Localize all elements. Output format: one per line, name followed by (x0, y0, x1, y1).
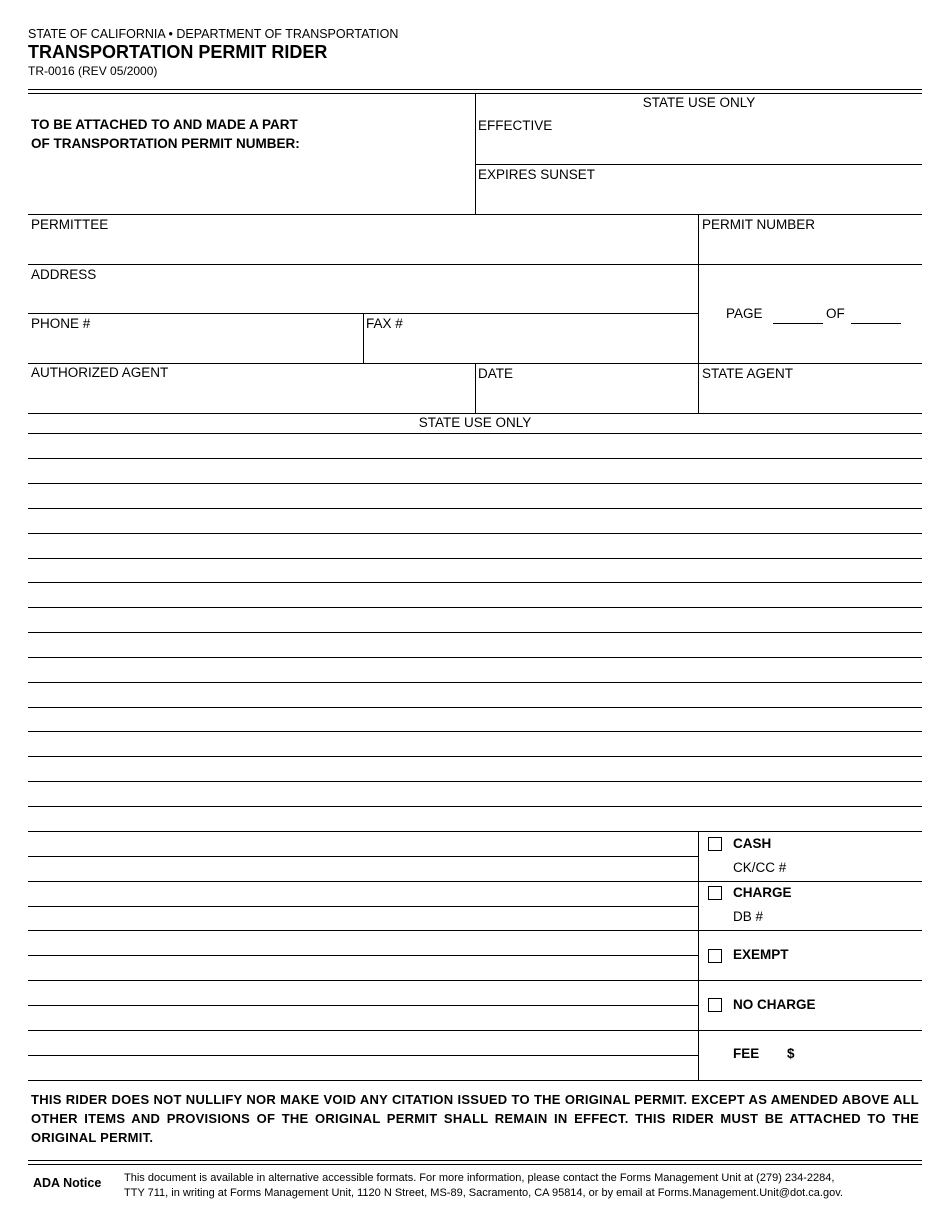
attach-text-line2: OF TRANSPORTATION PERMIT NUMBER: (31, 136, 300, 151)
fax-label: FAX # (366, 316, 403, 331)
fee-label: FEE (733, 1046, 760, 1061)
expires-sunset-label: EXPIRES SUNSET (478, 167, 596, 182)
address-field[interactable] (29, 284, 697, 312)
authorized-agent-label: AUTHORIZED AGENT (31, 365, 169, 380)
date-field[interactable] (477, 383, 697, 412)
expires-sunset-field[interactable] (476, 185, 922, 213)
effective-field[interactable] (476, 136, 922, 163)
effective-label: EFFECTIVE (478, 118, 553, 133)
exempt-label: EXEMPT (733, 947, 789, 962)
permittee-field[interactable] (29, 234, 697, 263)
cash-checkbox[interactable] (708, 837, 722, 851)
no-charge-label: NO CHARGE (733, 997, 816, 1012)
state-use-only-banner: STATE USE ONLY (418, 415, 532, 430)
state-use-only-text-area[interactable] (28, 434, 922, 830)
permit-number-field[interactable] (700, 234, 922, 263)
payment-divider (698, 831, 699, 1080)
of-label: OF (826, 306, 845, 321)
state-agent-field[interactable] (700, 383, 922, 412)
agent-date-divider (475, 363, 476, 413)
no-charge-checkbox[interactable] (708, 998, 722, 1012)
charge-checkbox[interactable] (708, 886, 722, 900)
db-field[interactable] (770, 907, 920, 927)
form-title: TRANSPORTATION PERMIT RIDER (28, 42, 328, 62)
permit-number-label: PERMIT NUMBER (702, 217, 816, 232)
ada-notice-label: ADA Notice (33, 1176, 102, 1190)
fee-field[interactable] (800, 1042, 920, 1066)
authorized-agent-field[interactable] (29, 382, 474, 412)
page-field[interactable] (773, 309, 823, 324)
state-use-only-top: STATE USE ONLY (642, 95, 756, 110)
section-rule (28, 214, 922, 215)
db-label: DB # (733, 909, 764, 924)
payment-rule (698, 881, 922, 882)
agency-name: STATE OF CALIFORNIA • DEPARTMENT OF TRANSPORTATION (28, 27, 399, 41)
exempt-checkbox[interactable] (708, 949, 722, 963)
page-label: PAGE (726, 306, 763, 321)
cash-label: CASH (733, 836, 772, 851)
effective-rule (475, 164, 922, 165)
footer-rule (28, 1160, 922, 1161)
ada-notice-line1: This document is available in alternative accessible formats. For more information, please contact the Forms Management Unit at (279) 234-2284, (124, 1172, 835, 1184)
right-column-divider (698, 214, 699, 413)
form-number: TR-0016 (REV 05/2000) (28, 64, 158, 78)
top-rule (28, 89, 922, 90)
phone-label: PHONE # (31, 316, 91, 331)
payment-rule (698, 1030, 922, 1031)
ckcc-label: CK/CC # (733, 860, 787, 875)
ada-notice-line2: TTY 711, in writing at Forms Management Unit, 1120 N Street, MS-89, Sacramento, CA 95814, or by email at Forms.Management.Unit@dot.ca.gov. (124, 1187, 843, 1199)
date-label: DATE (478, 366, 514, 381)
phone-field[interactable] (29, 333, 362, 362)
additional-text-area[interactable] (28, 832, 697, 1079)
address-label: ADDRESS (31, 267, 97, 282)
ruled-line (28, 1080, 922, 1081)
rider-notice: THIS RIDER DOES NOT NULLIFY NOR MAKE VOID ANY CITATION ISSUED TO THE ORIGINAL PERMIT. EXCEPT AS AMENDED ABOVE ALL OTHER ITEMS AND PROVISIONS OF THE ORIGINAL PERMIT SHALL REMAIN IN EFFECT. THIS RIDER MUST BE ATTACHED TO THE ORIGINAL PERMIT. (31, 1092, 919, 1145)
charge-label: CHARGE (733, 885, 792, 900)
payment-rule (698, 980, 922, 981)
permittee-label: PERMITTEE (31, 217, 109, 232)
fax-field[interactable] (365, 333, 697, 362)
permittee-rule (28, 264, 922, 265)
of-field[interactable] (851, 309, 901, 324)
ckcc-field[interactable] (792, 858, 920, 878)
attach-text-line1: TO BE ATTACHED TO AND MADE A PART (31, 117, 298, 132)
permit-number-attach-field[interactable] (28, 155, 474, 213)
payment-rule (698, 930, 922, 931)
dollar-sign: $ (787, 1046, 795, 1061)
state-agent-label: STATE AGENT (702, 366, 794, 381)
agent-rule (28, 413, 922, 414)
phone-fax-divider (363, 313, 364, 363)
footer-rule-2 (28, 1164, 922, 1165)
